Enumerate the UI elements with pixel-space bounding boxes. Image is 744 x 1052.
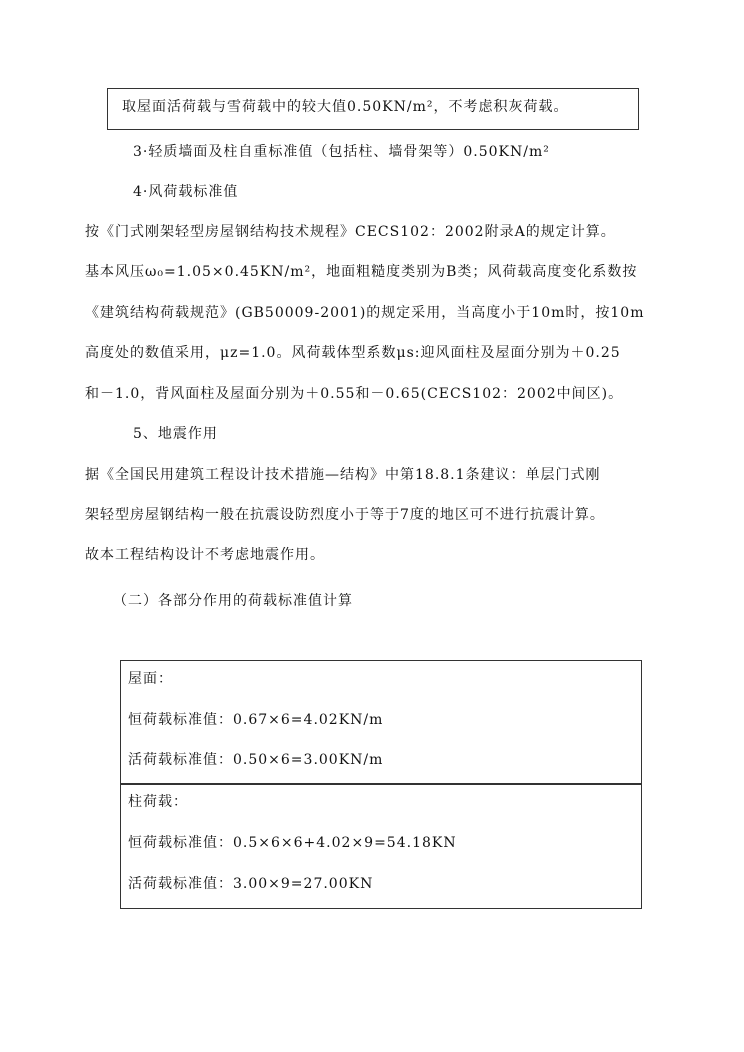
column-dead-load: 恒荷载标准值：0.5×6×6+4.02×9=54.18KN bbox=[128, 835, 457, 851]
para-3-line-1: 据《全国民用建筑工程设计技术措施—结构》中第18.8.1条建议：单层门式刚 bbox=[85, 467, 601, 483]
para-3-line-3: 故本工程结构设计不考虑地震作用。 bbox=[85, 547, 325, 563]
para-2-line-1: 基本风压ω₀=1.05×0.45KN/m²，地面粗糙度类别为B类；风荷载高度变化系数按 bbox=[85, 264, 638, 280]
column-live-load: 活荷载标准值：3.00×9=27.00KN bbox=[128, 876, 374, 892]
roof-dead-load: 恒荷载标准值：0.67×6=4.02KN/m bbox=[128, 712, 384, 728]
para-2-line-2: 《建筑结构荷载规范》(GB50009-2001)的规定采用，当高度小于10m时，按10m bbox=[85, 305, 645, 321]
roof-live-load: 活荷载标准值：0.50×6=3.00KN/m bbox=[128, 752, 384, 768]
item-5-heading: 5、地震作用 bbox=[133, 426, 218, 442]
para-2-line-4: 和－1.0，背风面柱及屋面分别为＋0.55和－0.65(CECS102：2002中间区)。 bbox=[85, 386, 624, 402]
section-heading: （二）各部分作用的荷载标准值计算 bbox=[113, 593, 353, 609]
column-title: 柱荷载： bbox=[128, 794, 188, 810]
para-2-line-3: 高度处的数值采用，μz=1.0。风荷载体型系数μs:迎风面柱及屋面分别为＋0.25 bbox=[85, 345, 621, 361]
box-note: 取屋面活荷载与雪荷载中的较大值0.50KN/m²，不考虑积灰荷载。 bbox=[122, 99, 569, 115]
para-1: 按《门式刚架轻型房屋钢结构技术规程》CECS102：2002附录A的规定计算。 bbox=[85, 224, 616, 240]
para-3-line-2: 架轻型房屋钢结构一般在抗震设防烈度小于等于7度的地区可不进行抗震计算。 bbox=[85, 507, 605, 523]
item-3: 3·轻质墙面及柱自重标准值（包括柱、墙骨架等）0.50KN/m² bbox=[133, 144, 550, 160]
item-4-heading: 4·风荷载标准值 bbox=[133, 184, 239, 200]
roof-title: 屋面： bbox=[128, 671, 173, 687]
